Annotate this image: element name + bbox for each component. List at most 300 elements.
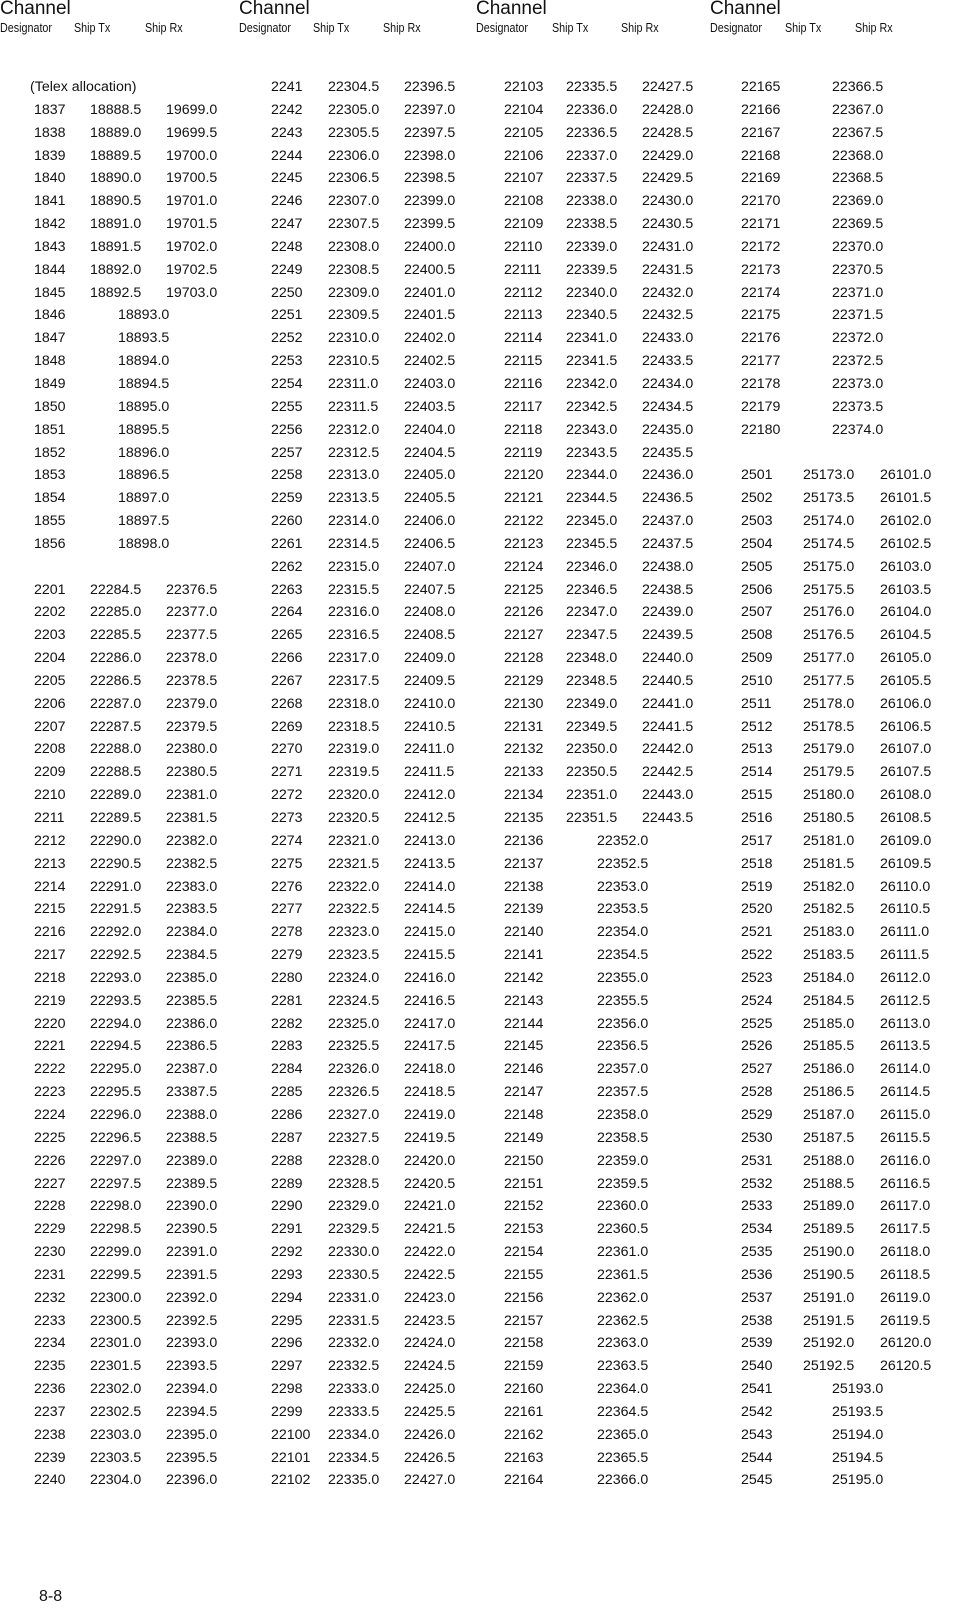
- ship-rx-cell: 22422.0: [404, 1244, 456, 1261]
- ship-tx-cell: 22331.5: [328, 1312, 380, 1329]
- frequency-cell: 22363.5: [597, 1358, 649, 1375]
- channel-designator-cell: 22112: [504, 284, 543, 301]
- column-header-channel: Channel: [239, 0, 310, 19]
- ship-tx-cell: 22337.0: [566, 147, 618, 164]
- channel-designator-cell: 2504: [741, 535, 773, 552]
- column-header-channel: Channel: [0, 0, 71, 19]
- frequency-cell: 25193.5: [832, 1403, 884, 1420]
- channel-designator-cell: 22145: [504, 1038, 544, 1055]
- ship-tx-cell: 22316.5: [328, 627, 380, 644]
- ship-rx-cell: 22407.5: [404, 581, 456, 598]
- ship-rx-cell: 22391.0: [166, 1244, 218, 1261]
- channel-designator-cell: 2285: [271, 1084, 303, 1101]
- ship-tx-cell: 22332.0: [328, 1335, 380, 1352]
- channel-designator-cell: 22107: [504, 170, 544, 187]
- ship-tx-cell: 22340.5: [566, 307, 618, 324]
- channel-designator-cell: 22140: [504, 924, 544, 941]
- ship-rx-cell: 26104.0: [880, 604, 932, 621]
- frequency-cell: 22367.5: [832, 124, 884, 141]
- channel-designator-cell: 22113: [504, 307, 543, 324]
- frequency-cell: 22368.5: [832, 170, 884, 187]
- ship-rx-cell: 26118.0: [880, 1244, 931, 1261]
- ship-rx-cell: 22410.0: [404, 695, 456, 712]
- channel-designator-cell: 2299: [271, 1403, 303, 1420]
- ship-rx-cell: 22388.5: [166, 1129, 218, 1146]
- ship-rx-cell: 26104.5: [880, 627, 932, 644]
- channel-designator-cell: 2525: [741, 1015, 773, 1032]
- ship-tx-cell: 18889.5: [90, 147, 142, 164]
- ship-rx-cell: 22435.5: [642, 444, 694, 461]
- frequency-cell: 22366.5: [832, 79, 884, 95]
- ship-tx-cell: 22326.0: [328, 1061, 380, 1078]
- channel-designator-cell: 2260: [271, 513, 303, 530]
- ship-tx-cell: 22285.0: [90, 604, 142, 621]
- channel-designator-cell: 22133: [504, 764, 544, 781]
- channel-designator-cell: 2207: [34, 718, 66, 735]
- ship-tx-cell: 22317.0: [328, 650, 380, 667]
- ship-rx-cell: 22425.5: [404, 1403, 456, 1420]
- channel-designator-cell: 2501: [741, 467, 773, 484]
- ship-rx-cell: 22428.0: [642, 101, 694, 118]
- channel-designator-cell: 2208: [34, 741, 66, 758]
- ship-tx-cell: 25191.0: [803, 1289, 855, 1306]
- channel-designator-cell: 2289: [271, 1175, 303, 1192]
- ship-rx-cell: 26103.5: [880, 581, 932, 598]
- ship-tx-cell: 22351.0: [566, 787, 618, 804]
- frequency-cell: 18893.5: [118, 330, 170, 347]
- ship-tx-cell: 22339.0: [566, 238, 618, 255]
- ship-tx-cell: 22337.5: [566, 170, 618, 187]
- channel-designator-cell: 22114: [504, 330, 543, 347]
- channel-designator-cell: 2238: [34, 1426, 66, 1443]
- ship-rx-cell: 22405.0: [404, 467, 456, 484]
- channel-designator-cell: 2522: [741, 947, 773, 964]
- ship-rx-cell: 22438.0: [642, 558, 694, 575]
- ship-rx-cell: 22414.5: [404, 901, 456, 918]
- ship-rx-cell: 22417.5: [404, 1038, 456, 1055]
- channel-designator-cell: 2248: [271, 238, 303, 255]
- ship-tx-cell: 22345.5: [566, 535, 618, 552]
- ship-tx-cell: 18892.5: [90, 284, 142, 301]
- ship-tx-cell: 22327.0: [328, 1106, 380, 1123]
- frequency-cell: 18896.0: [118, 444, 170, 461]
- ship-tx-cell: 25179.5: [803, 764, 855, 781]
- channel-designator-cell: 2514: [741, 764, 773, 781]
- ship-tx-cell: 22286.0: [90, 650, 142, 667]
- channel-designator-cell: 2292: [271, 1244, 303, 1261]
- channel-designator-cell: 22143: [504, 992, 544, 1009]
- channel-designator-cell: 2298: [271, 1381, 303, 1398]
- channel-designator-cell: 2536: [741, 1266, 773, 1283]
- channel-designator-cell: 22167: [741, 124, 781, 141]
- ship-tx-cell: 22292.0: [90, 924, 142, 941]
- channel-designator-cell: 2544: [741, 1449, 773, 1466]
- channel-designator-cell: 22157: [504, 1312, 544, 1329]
- channel-designator-cell: 22108: [504, 193, 544, 210]
- ship-tx-cell: 22342.0: [566, 375, 618, 392]
- ship-tx-cell: 22309.5: [328, 307, 380, 324]
- ship-tx-cell: 22324.5: [328, 992, 380, 1009]
- ship-tx-cell: 22343.0: [566, 421, 618, 438]
- channel-designator-cell: 22126: [504, 604, 544, 621]
- channel-designator-cell: 22173: [741, 261, 781, 278]
- ship-tx-cell: 25185.5: [803, 1038, 855, 1055]
- ship-tx-cell: 22291.0: [90, 878, 142, 895]
- frequency-cell: 22358.0: [597, 1106, 649, 1123]
- frequency-cell: 18896.5: [118, 467, 170, 484]
- ship-rx-cell: 22403.0: [404, 375, 456, 392]
- channel-designator-cell: 22127: [504, 627, 544, 644]
- channel-designator-cell: 2290: [271, 1198, 303, 1215]
- channel-designator-cell: 1841: [34, 193, 66, 210]
- ship-rx-cell: 26102.5: [880, 535, 932, 552]
- channel-designator-cell: 2264: [271, 604, 303, 621]
- ship-tx-cell: 25189.0: [803, 1198, 855, 1215]
- ship-tx-cell: 25182.0: [803, 878, 855, 895]
- ship-tx-cell: 22335.5: [566, 79, 618, 95]
- ship-tx-cell: 25174.5: [803, 535, 855, 552]
- ship-tx-cell: 25177.0: [803, 650, 855, 667]
- channel-designator-cell: 2511: [741, 695, 772, 712]
- channel-designator-cell: 2266: [271, 650, 303, 667]
- ship-tx-cell: 22325.5: [328, 1038, 380, 1055]
- ship-tx-cell: 22347.0: [566, 604, 618, 621]
- ship-tx-cell: 25186.5: [803, 1084, 855, 1101]
- ship-rx-cell: 22440.5: [642, 672, 694, 689]
- column-header-ship-tx: Ship Tx: [552, 21, 589, 35]
- column-header-ship-rx: Ship Rx: [621, 21, 659, 35]
- ship-tx-cell: 22319.0: [328, 741, 380, 758]
- ship-rx-cell: 22427.5: [642, 79, 694, 95]
- channel-designator-cell: 22159: [504, 1358, 544, 1375]
- ship-rx-cell: 19702.5: [166, 261, 218, 278]
- ship-tx-cell: 25175.0: [803, 558, 855, 575]
- ship-rx-cell: 22391.5: [166, 1266, 218, 1283]
- ship-tx-cell: 22317.5: [328, 672, 380, 689]
- ship-rx-cell: 22383.0: [166, 878, 218, 895]
- page-number: 8-8: [39, 1588, 63, 1605]
- frequency-cell: 18894.5: [118, 375, 170, 392]
- frequency-cell: 22362.0: [597, 1289, 649, 1306]
- channel-designator-cell: 22128: [504, 650, 544, 667]
- ship-tx-cell: 22311.0: [328, 375, 379, 392]
- ship-tx-cell: 22334.0: [328, 1426, 380, 1443]
- ship-tx-cell: 22323.5: [328, 947, 380, 964]
- ship-tx-cell: 25176.0: [803, 604, 855, 621]
- channel-designator-cell: 1856: [34, 535, 66, 552]
- column-header-channel: Channel: [710, 0, 781, 19]
- ship-rx-cell: 26113.5: [880, 1038, 931, 1055]
- channel-designator-cell: 2538: [741, 1312, 773, 1329]
- channel-designator-cell: 22158: [504, 1335, 544, 1352]
- channel-designator-cell: 22170: [741, 193, 781, 210]
- channel-designator-cell: 2217: [34, 947, 66, 964]
- ship-rx-cell: 19703.0: [166, 284, 218, 301]
- ship-rx-cell: 22404.0: [404, 421, 456, 438]
- ship-rx-cell: 22425.0: [404, 1381, 456, 1398]
- ship-rx-cell: 22441.0: [642, 695, 694, 712]
- frequency-cell: 22361.0: [597, 1244, 649, 1261]
- ship-rx-cell: 22436.5: [642, 490, 694, 507]
- ship-tx-cell: 22309.0: [328, 284, 380, 301]
- channel-designator-cell: 2237: [34, 1403, 66, 1420]
- frequency-cell: 22373.5: [832, 398, 884, 415]
- channel-designator-cell: 22120: [504, 467, 544, 484]
- frequency-cell: 22354.0: [597, 924, 649, 941]
- channel-designator-cell: 22169: [741, 170, 781, 187]
- channel-designator-cell: 22115: [504, 353, 543, 370]
- channel-designator-cell: 2202: [34, 604, 66, 621]
- channel-designator-cell: 22109: [504, 216, 544, 233]
- ship-tx-cell: 25176.5: [803, 627, 855, 644]
- channel-designator-cell: 2271: [271, 764, 303, 781]
- channel-designator-cell: 22149: [504, 1129, 544, 1146]
- frequency-cell: 22355.0: [597, 969, 649, 986]
- ship-tx-cell: 25188.0: [803, 1152, 855, 1169]
- ship-tx-cell: 22293.0: [90, 969, 142, 986]
- ship-rx-cell: 22392.5: [166, 1312, 218, 1329]
- column-header-designator: Designator: [710, 21, 762, 35]
- channel-designator-cell: 22152: [504, 1198, 544, 1215]
- ship-tx-cell: 22297.5: [90, 1175, 142, 1192]
- channel-designator-cell: 22148: [504, 1106, 544, 1123]
- channel-designator-cell: 1852: [34, 444, 66, 461]
- ship-tx-cell: 22306.0: [328, 147, 380, 164]
- frequency-cell: 22357.0: [597, 1061, 649, 1078]
- channel-designator-cell: 22175: [741, 307, 781, 324]
- ship-tx-cell: 22296.5: [90, 1129, 142, 1146]
- frequency-cell: 22357.5: [597, 1084, 649, 1101]
- ship-rx-cell: 22413.5: [404, 855, 456, 872]
- ship-tx-cell: 22306.5: [328, 170, 380, 187]
- ship-rx-cell: 22408.5: [404, 627, 456, 644]
- channel-designator-cell: 2244: [271, 147, 303, 164]
- ship-tx-cell: 22288.0: [90, 741, 142, 758]
- channel-designator-cell: 1840: [34, 170, 66, 187]
- ship-tx-cell: 25178.5: [803, 718, 855, 735]
- channel-designator-cell: 22163: [504, 1449, 544, 1466]
- channel-designator-cell: 2213: [34, 855, 66, 872]
- ship-rx-cell: 22402.5: [404, 353, 456, 370]
- channel-designator-cell: 22162: [504, 1426, 544, 1443]
- ship-rx-cell: 26120.5: [880, 1358, 932, 1375]
- channel-designator-cell: 2249: [271, 261, 303, 278]
- frequency-cell: 22360.5: [597, 1221, 649, 1238]
- channel-designator-cell: 2214: [34, 878, 66, 895]
- channel-designator-cell: 2277: [271, 901, 303, 918]
- channel-designator-cell: 2541: [741, 1381, 773, 1398]
- ship-rx-cell: 19701.5: [166, 216, 218, 233]
- ship-rx-cell: 22412.0: [404, 787, 456, 804]
- ship-tx-cell: 22318.0: [328, 695, 380, 712]
- channel-designator-cell: 2219: [34, 992, 66, 1009]
- column-header-ship-tx: Ship Tx: [313, 21, 350, 35]
- channel-designator-cell: 22111: [504, 261, 542, 278]
- channel-designator-cell: 2204: [34, 650, 66, 667]
- channel-designator-cell: 2531: [741, 1152, 773, 1169]
- ship-tx-cell: 22300.0: [90, 1289, 142, 1306]
- ship-tx-cell: 22310.0: [328, 330, 380, 347]
- ship-tx-cell: 22315.5: [328, 581, 380, 598]
- ship-tx-cell: 22284.5: [90, 581, 142, 598]
- channel-designator-cell: 22132: [504, 741, 544, 758]
- ship-tx-cell: 22329.0: [328, 1198, 380, 1215]
- channel-designator-cell: 22119: [504, 444, 543, 461]
- ship-tx-cell: 22346.5: [566, 581, 618, 598]
- ship-tx-cell: 25190.0: [803, 1244, 855, 1261]
- channel-designator-cell: 2215: [34, 901, 66, 918]
- ship-tx-cell: 22347.5: [566, 627, 618, 644]
- channel-designator-cell: 2274: [271, 832, 303, 849]
- column-header-ship-rx: Ship Rx: [383, 21, 421, 35]
- frequency-cell: 22353.5: [597, 901, 649, 918]
- ship-rx-cell: 22428.5: [642, 124, 694, 141]
- ship-tx-cell: 22348.5: [566, 672, 618, 689]
- ship-tx-cell: 22328.5: [328, 1175, 380, 1192]
- frequency-cell: 22369.5: [832, 216, 884, 233]
- frequency-cell: 22372.5: [832, 353, 884, 370]
- frequency-cell: 22356.5: [597, 1038, 649, 1055]
- channel-designator-cell: 2520: [741, 901, 773, 918]
- channel-designator-cell: 2203: [34, 627, 66, 644]
- ship-tx-cell: 22323.0: [328, 924, 380, 941]
- channel-designator-cell: 22121: [504, 490, 544, 507]
- ship-rx-cell: 22402.0: [404, 330, 456, 347]
- channel-designator-cell: 2245: [271, 170, 303, 187]
- ship-rx-cell: 22423.5: [404, 1312, 456, 1329]
- ship-rx-cell: 22403.5: [404, 398, 456, 415]
- ship-tx-cell: 22287.5: [90, 718, 142, 735]
- ship-tx-cell: 22314.0: [328, 513, 380, 530]
- ship-rx-cell: 22435.0: [642, 421, 694, 438]
- ship-tx-cell: 22344.0: [566, 467, 618, 484]
- ship-rx-cell: 22420.0: [404, 1152, 456, 1169]
- channel-designator-cell: 2534: [741, 1221, 773, 1238]
- channel-designator-cell: 2256: [271, 421, 303, 438]
- channel-designator-cell: 2509: [741, 650, 773, 667]
- frequency-cell: 22374.0: [832, 421, 884, 438]
- column-header-designator: Designator: [239, 21, 291, 35]
- channel-designator-cell: 2532: [741, 1175, 773, 1192]
- ship-tx-cell: 22332.5: [328, 1358, 380, 1375]
- channel-designator-cell: 22151: [504, 1175, 544, 1192]
- channel-designator-cell: 22138: [504, 878, 544, 895]
- channel-designator-cell: 22161: [504, 1403, 544, 1420]
- channel-designator-cell: 22135: [504, 810, 544, 826]
- ship-rx-cell: 22436.0: [642, 467, 694, 484]
- ship-tx-cell: 22290.0: [90, 832, 142, 849]
- ship-rx-cell: 22438.5: [642, 581, 694, 598]
- ship-rx-cell: 22377.5: [166, 627, 218, 644]
- ship-rx-cell: 19699.5: [166, 124, 218, 141]
- ship-tx-cell: 22285.5: [90, 627, 142, 644]
- channel-designator-cell: 2210: [34, 787, 66, 804]
- ship-tx-cell: 22294.5: [90, 1038, 142, 1055]
- frequency-cell: 22365.0: [597, 1426, 649, 1443]
- ship-rx-cell: 22400.0: [404, 238, 456, 255]
- ship-rx-cell: 22389.0: [166, 1152, 218, 1169]
- channel-designator-cell: 2508: [741, 627, 773, 644]
- channel-designator-cell: 2543: [741, 1426, 773, 1443]
- ship-rx-cell: 22380.0: [166, 741, 218, 758]
- ship-tx-cell: 18892.0: [90, 261, 142, 278]
- channel-designator-cell: 22125: [504, 581, 544, 598]
- channel-designator-cell: 1849: [34, 375, 66, 392]
- channel-designator-cell: 2287: [271, 1129, 303, 1146]
- channel-designator-cell: 2236: [34, 1381, 66, 1398]
- channel-designator-cell: 22171: [741, 216, 781, 233]
- ship-rx-cell: 26102.0: [880, 513, 932, 530]
- ship-tx-cell: 22341.5: [566, 353, 618, 370]
- channel-designator-cell: 2232: [34, 1289, 66, 1306]
- channel-designator-cell: 22146: [504, 1061, 544, 1078]
- ship-rx-cell: 22404.5: [404, 444, 456, 461]
- ship-rx-cell: 22432.0: [642, 284, 694, 301]
- ship-tx-cell: 22311.5: [328, 398, 379, 415]
- ship-tx-cell: 22340.0: [566, 284, 618, 301]
- channel-designator-cell: 2537: [741, 1289, 773, 1306]
- ship-rx-cell: 22405.5: [404, 490, 456, 507]
- ship-rx-cell: 22434.0: [642, 375, 694, 392]
- ship-tx-cell: 25189.5: [803, 1221, 855, 1238]
- ship-rx-cell: 22390.0: [166, 1198, 218, 1215]
- ship-rx-cell: 22431.0: [642, 238, 694, 255]
- ship-rx-cell: 26114.0: [880, 1061, 931, 1078]
- channel-designator-cell: 1854: [34, 490, 66, 507]
- channel-designator-cell: 2223: [34, 1084, 66, 1101]
- channel-designator-cell: 2535: [741, 1244, 773, 1261]
- ship-tx-cell: 22342.5: [566, 398, 618, 415]
- channel-designator-cell: 22165: [741, 79, 781, 95]
- ship-rx-cell: 22379.5: [166, 718, 218, 735]
- channel-designator-cell: 2524: [741, 992, 773, 1009]
- ship-rx-cell: 22417.0: [404, 1015, 456, 1032]
- ship-tx-cell: 22314.5: [328, 535, 380, 552]
- ship-tx-cell: 22295.5: [90, 1084, 142, 1101]
- channel-designator-cell: 22101: [271, 1449, 311, 1466]
- ship-tx-cell: 25180.0: [803, 787, 855, 804]
- ship-rx-cell: 22393.5: [166, 1358, 218, 1375]
- ship-rx-cell: 22394.0: [166, 1381, 218, 1398]
- ship-rx-cell: 22418.5: [404, 1084, 456, 1101]
- ship-rx-cell: 22399.0: [404, 193, 456, 210]
- frequency-cell: 22364.5: [597, 1403, 649, 1420]
- channel-designator-cell: 2273: [271, 810, 303, 826]
- ship-rx-cell: 22410.5: [404, 718, 456, 735]
- ship-rx-cell: 22378.0: [166, 650, 218, 667]
- ship-rx-cell: 26119.5: [880, 1312, 931, 1329]
- ship-tx-cell: 22325.0: [328, 1015, 380, 1032]
- ship-tx-cell: 22313.0: [328, 467, 380, 484]
- ship-rx-cell: 22442.5: [642, 764, 694, 781]
- ship-tx-cell: 25182.5: [803, 901, 855, 918]
- channel-designator-cell: 2267: [271, 672, 303, 689]
- ship-rx-cell: 22397.5: [404, 124, 456, 141]
- ship-rx-cell: 26109.5: [880, 855, 932, 872]
- channel-designator-cell: 22178: [741, 375, 781, 392]
- ship-rx-cell: 22415.0: [404, 924, 456, 941]
- channel-designator-cell: 22106: [504, 147, 544, 164]
- ship-tx-cell: 25192.0: [803, 1335, 855, 1352]
- ship-tx-cell: 22307.0: [328, 193, 380, 210]
- ship-tx-cell: 22299.0: [90, 1244, 142, 1261]
- channel-designator-cell: 1843: [34, 238, 66, 255]
- ship-tx-cell: 22303.0: [90, 1426, 142, 1443]
- ship-tx-cell: 25186.0: [803, 1061, 855, 1078]
- ship-tx-cell: 22298.0: [90, 1198, 142, 1215]
- channel-designator-cell: 22110: [504, 238, 543, 255]
- ship-rx-cell: 22429.5: [642, 170, 694, 187]
